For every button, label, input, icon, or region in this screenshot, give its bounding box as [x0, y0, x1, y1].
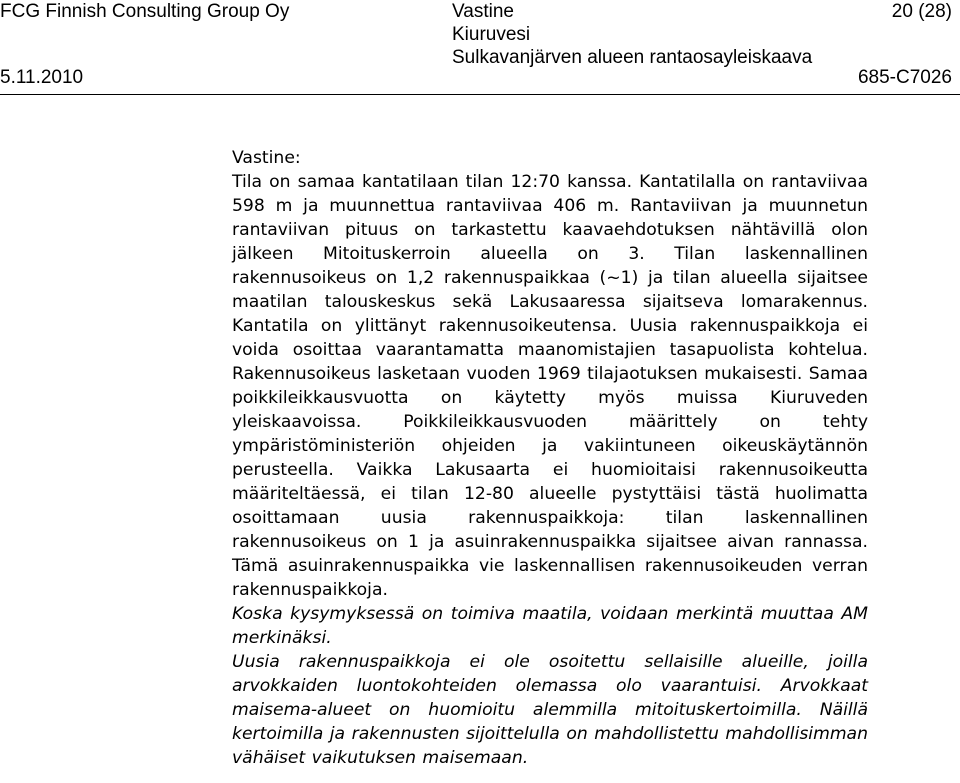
- response-heading: Vastine:: [232, 148, 301, 168]
- response-paragraph: Koska kysymyksessä on toimiva maatila, voidaan merkintä muuttaa AM merkinäksi.: [232, 604, 868, 648]
- response-paragraph: Tila on samaa kantatilaan tilan 12:70 kanssa. Kantatilalla on rantaviivaa 598 m ja muunnettua rantaviivaa 406 m. Rantaviivan ja muunnetun rantaviivan pituus on tarkastettu kaavaehdotuksen nähtävillä olon jälkeen Mitoituskerroin alueella on 3. Tilan laskennallinen rakennusoikeus on 1,2 rakennuspaikkaa (~1) ja tilan alueella sijaitsee maatilan talouskeskus sekä Lakusaaressa sijaitseva lomarakennus. Kantatila on ylittänyt rakennusoikeutensa. Uusia rakennuspaikkoja ei voida osoittaa vaarantamatta maanomistajien tasapuolista kohtelua. Rakennusoikeus lasketaan vuoden 1969 tilajaotuksen mukaisesti. Samaa poikkileikkausvuotta on käytetty myös muissa Kiuruveden yleiskaavoissa. Poikkileikkausvuoden määrittely on tehty ympäristöministeriön ohjeiden ja vakiintuneen oikeuskäytännön perusteella. Vaikka Lakusaarta ei huomioitaisi rakennusoikeutta määriteltäessä, ei tilan 12-80 alueelle pystyttäisi tästä huolimatta osoittamaan uusia rakennuspaikkoja: tilan laskennallinen rakennusoikeus on 1 ja asuinrakennuspaikka sijaitsee aivan rannassa. Tämä asuinrakennuspaikka vie laskennallisen rakennusoikeuden verran rakennuspaikkoja.: [232, 172, 869, 600]
- page-header: [0, 0, 960, 92]
- document-info: [452, 0, 892, 69]
- header-divider: [0, 94, 960, 95]
- response-paragraph: Uusia rakennuspaikkoja ei ole osoitettu sellaisille alueille, joilla arvokkaiden luontokohteiden olemassa olo vaarantuisi. Arvokkaat maisema-alueet on huomioitu alemmilla mitoituskertoimilla. Näillä kertoimilla ja rakennusten sijoittelulla on mahdollistettu mahdollisimman vähäiset vaikutuksen maisemaan.: [232, 652, 868, 768]
- project-code: 685-C7026: [857, 67, 952, 88]
- response-section: [232, 146, 868, 770]
- page-number: 20 (28): [891, 1, 952, 22]
- municipality-name: Kiuruvesi: [452, 24, 531, 45]
- plan-name: Sulkavanjärven alueen rantaosayleiskaava: [452, 47, 813, 68]
- document-date: 5.11.2010: [0, 67, 84, 88]
- document-type: Vastine: [452, 1, 514, 22]
- company-name: FCG Finnish Consulting Group Oy: [0, 1, 290, 22]
